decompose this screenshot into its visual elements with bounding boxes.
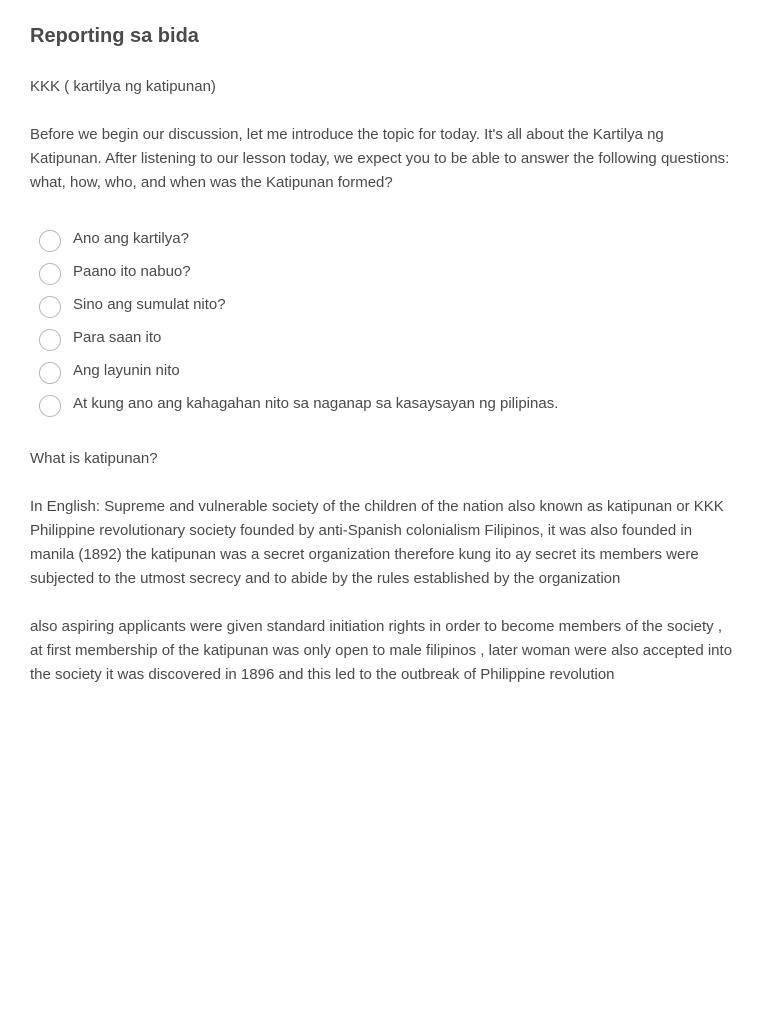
checkbox-circle-icon[interactable] <box>39 395 61 417</box>
intro-paragraph[interactable]: Before we begin our discussion, let me introduce the topic for today. It's all about the Kartilya ng Katipunan. After listening to our lesson today, we expect you to be able to answer the following questions: what, how, who, and when was the Katipunan formed? <box>30 126 730 191</box>
membership-paragraph[interactable]: also aspiring applicants were given standard initiation rights in order to become members of the society , at first membership of the katipunan was only open to male filipinos , later woman were also accepted into the society it was discovered in 1896 and this led to the outbreak of Philippine revolution <box>30 618 733 683</box>
checklist-item-label[interactable]: Paano ito nabuo? <box>73 262 191 280</box>
checklist-item-label[interactable]: At kung ano ang kahagahan nito sa naganap sa kasaysayan ng pilipinas. <box>73 394 559 412</box>
checklist-item-label[interactable]: Ano ang kartilya? <box>73 229 189 247</box>
note-subtitle[interactable]: KKK ( kartilya ng katipunan) <box>30 78 216 95</box>
checkbox-circle-icon[interactable] <box>39 230 61 252</box>
checkbox-circle-icon[interactable] <box>39 296 61 318</box>
checklist-item[interactable] <box>39 288 738 321</box>
checklist-item[interactable] <box>39 387 738 420</box>
checklist <box>30 222 738 420</box>
checkbox-circle-icon[interactable] <box>39 362 61 384</box>
checklist-item-label[interactable]: Ang layunin nito <box>73 361 180 379</box>
checkbox-circle-icon[interactable] <box>39 263 61 285</box>
note-title[interactable]: Reporting sa bida <box>30 25 199 47</box>
checklist-item-label[interactable]: Sino ang sumulat nito? <box>73 295 226 313</box>
checklist-item-label[interactable]: Para saan ito <box>73 328 162 346</box>
question-heading[interactable]: What is katipunan? <box>30 450 158 467</box>
checkbox-circle-icon[interactable] <box>39 329 61 351</box>
checklist-item[interactable] <box>39 354 738 387</box>
checklist-item[interactable] <box>39 321 738 354</box>
definition-paragraph[interactable]: In English: Supreme and vulnerable society of the children of the nation also known as katipunan or KKK Philippine revolutionary society founded by anti-Spanish colonialism Filipinos, it was also founded in manila (1892) the katipunan was a secret organization therefore kung ito ay secret its members were subjected to the utmost secrecy and to abide by the rules established by the organization <box>30 498 724 587</box>
checklist-item[interactable] <box>39 255 738 288</box>
checklist-item[interactable] <box>39 222 738 255</box>
